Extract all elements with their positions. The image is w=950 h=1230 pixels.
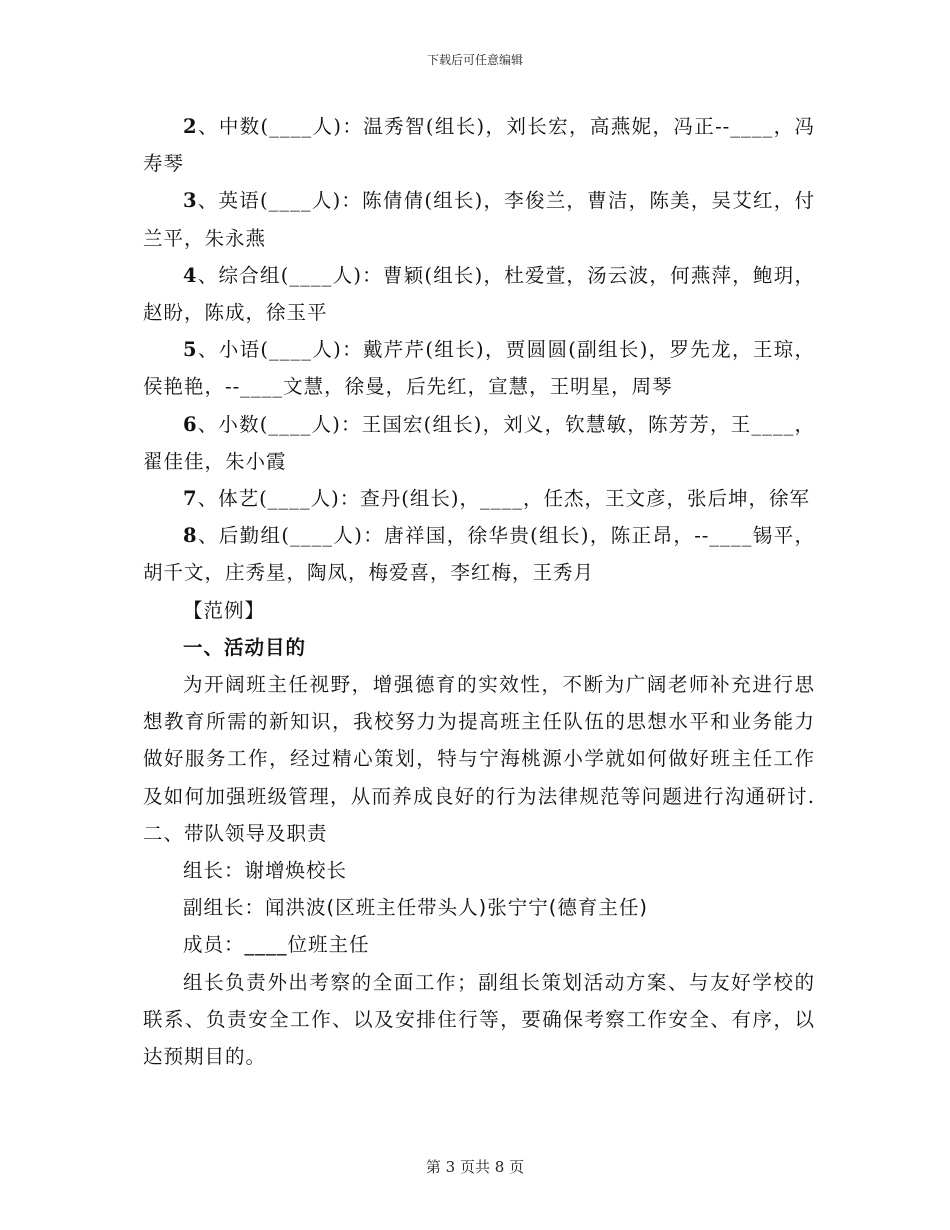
purpose-text: 为开阔班主任视野，增强德育的实效性，不断为广阔老师补充进行思想教育所需的新知识，我校努力为提高班主任队伍的思想水平和业务能力做好服务工作，经过精心策划，特与宁海桃源小学就如何做好班主任工作及如何加强班级管理，从而养成良好的行为法律规范等问题进行沟通研讨. [143, 673, 815, 808]
group-number: 2 [183, 115, 198, 138]
deputy-leader-line: 副组长：闻洪波(区班主任带头人)张宁宁(德育主任) [183, 896, 648, 920]
duties-paragraph: 组长负责外出考察的全面工作；副组长策划活动方案、与友好学校的联系、负责安全工作、以及安排住行等，要确保考察工作安全、有序，以达预期目的。 [143, 970, 815, 1069]
members-line: 成员：____位班主任 [183, 933, 370, 957]
group-item-2 [143, 108, 815, 182]
purpose-paragraph [143, 666, 815, 852]
group-number: 8 [183, 524, 198, 548]
document-body [143, 108, 815, 1075]
group-item-5 [143, 331, 815, 405]
group-text: 、小语(____人)：戴芹芹(组长)，贾圆圆(副组长)，罗先龙，王琼，侯艳艳，--____文慧，徐曼，后先红，宣慧，王明星，周琴 [143, 338, 815, 399]
section-heading-purpose: 一、活动目的 [183, 635, 307, 659]
group-item-4 [143, 257, 815, 331]
leader-line: 组长：谢增焕校长 [183, 859, 348, 883]
group-item-7 [143, 480, 815, 517]
group-text: 、小数(____人)：王国宏(组长)，刘义，钦慧敏，陈芳芳，王____，翟佳佳，朱小霞 [143, 412, 815, 473]
group-text: 、体艺(____人)：查丹(组长)，____，任杰，王文彦，张后坤，徐军 [197, 487, 811, 511]
page-header: 下载后可任意编辑 [426, 53, 523, 67]
group-number: 4 [183, 263, 198, 287]
group-item-8 [143, 517, 815, 591]
section-heading-leaders: 二、带队领导及职责 [143, 821, 328, 845]
group-text: 、综合组(____人)：曹颖(组长)，杜爱萱，汤云波，何燕萍，鲍玥，赵盼，陈成，徐玉平 [143, 263, 815, 325]
group-text: 、后勤组(____人)：唐祥国，徐华贵(组长)，陈正昂，--____锡平，胡千文，庄秀星，陶凤，梅爱喜，李红梅，王秀月 [143, 524, 815, 585]
page-footer: 第 3 页共 8 页 [425, 1158, 525, 1176]
group-number: 6 [183, 412, 198, 436]
example-label: 【范例】 [183, 598, 266, 622]
group-text: 、中数(____人)：温秀智(组长)，刘长宏，高燕妮，冯正--____，冯寿琴 [143, 115, 815, 176]
group-number: 7 [183, 487, 198, 511]
group-text: 、英语(____人)：陈倩倩(组长)，李俊兰，曹洁，陈美，吴艾红，付兰平，朱永燕 [143, 189, 815, 250]
group-number: 5 [183, 338, 198, 362]
group-number: 3 [183, 189, 198, 213]
group-item-3 [143, 182, 815, 256]
group-item-6 [143, 406, 815, 480]
